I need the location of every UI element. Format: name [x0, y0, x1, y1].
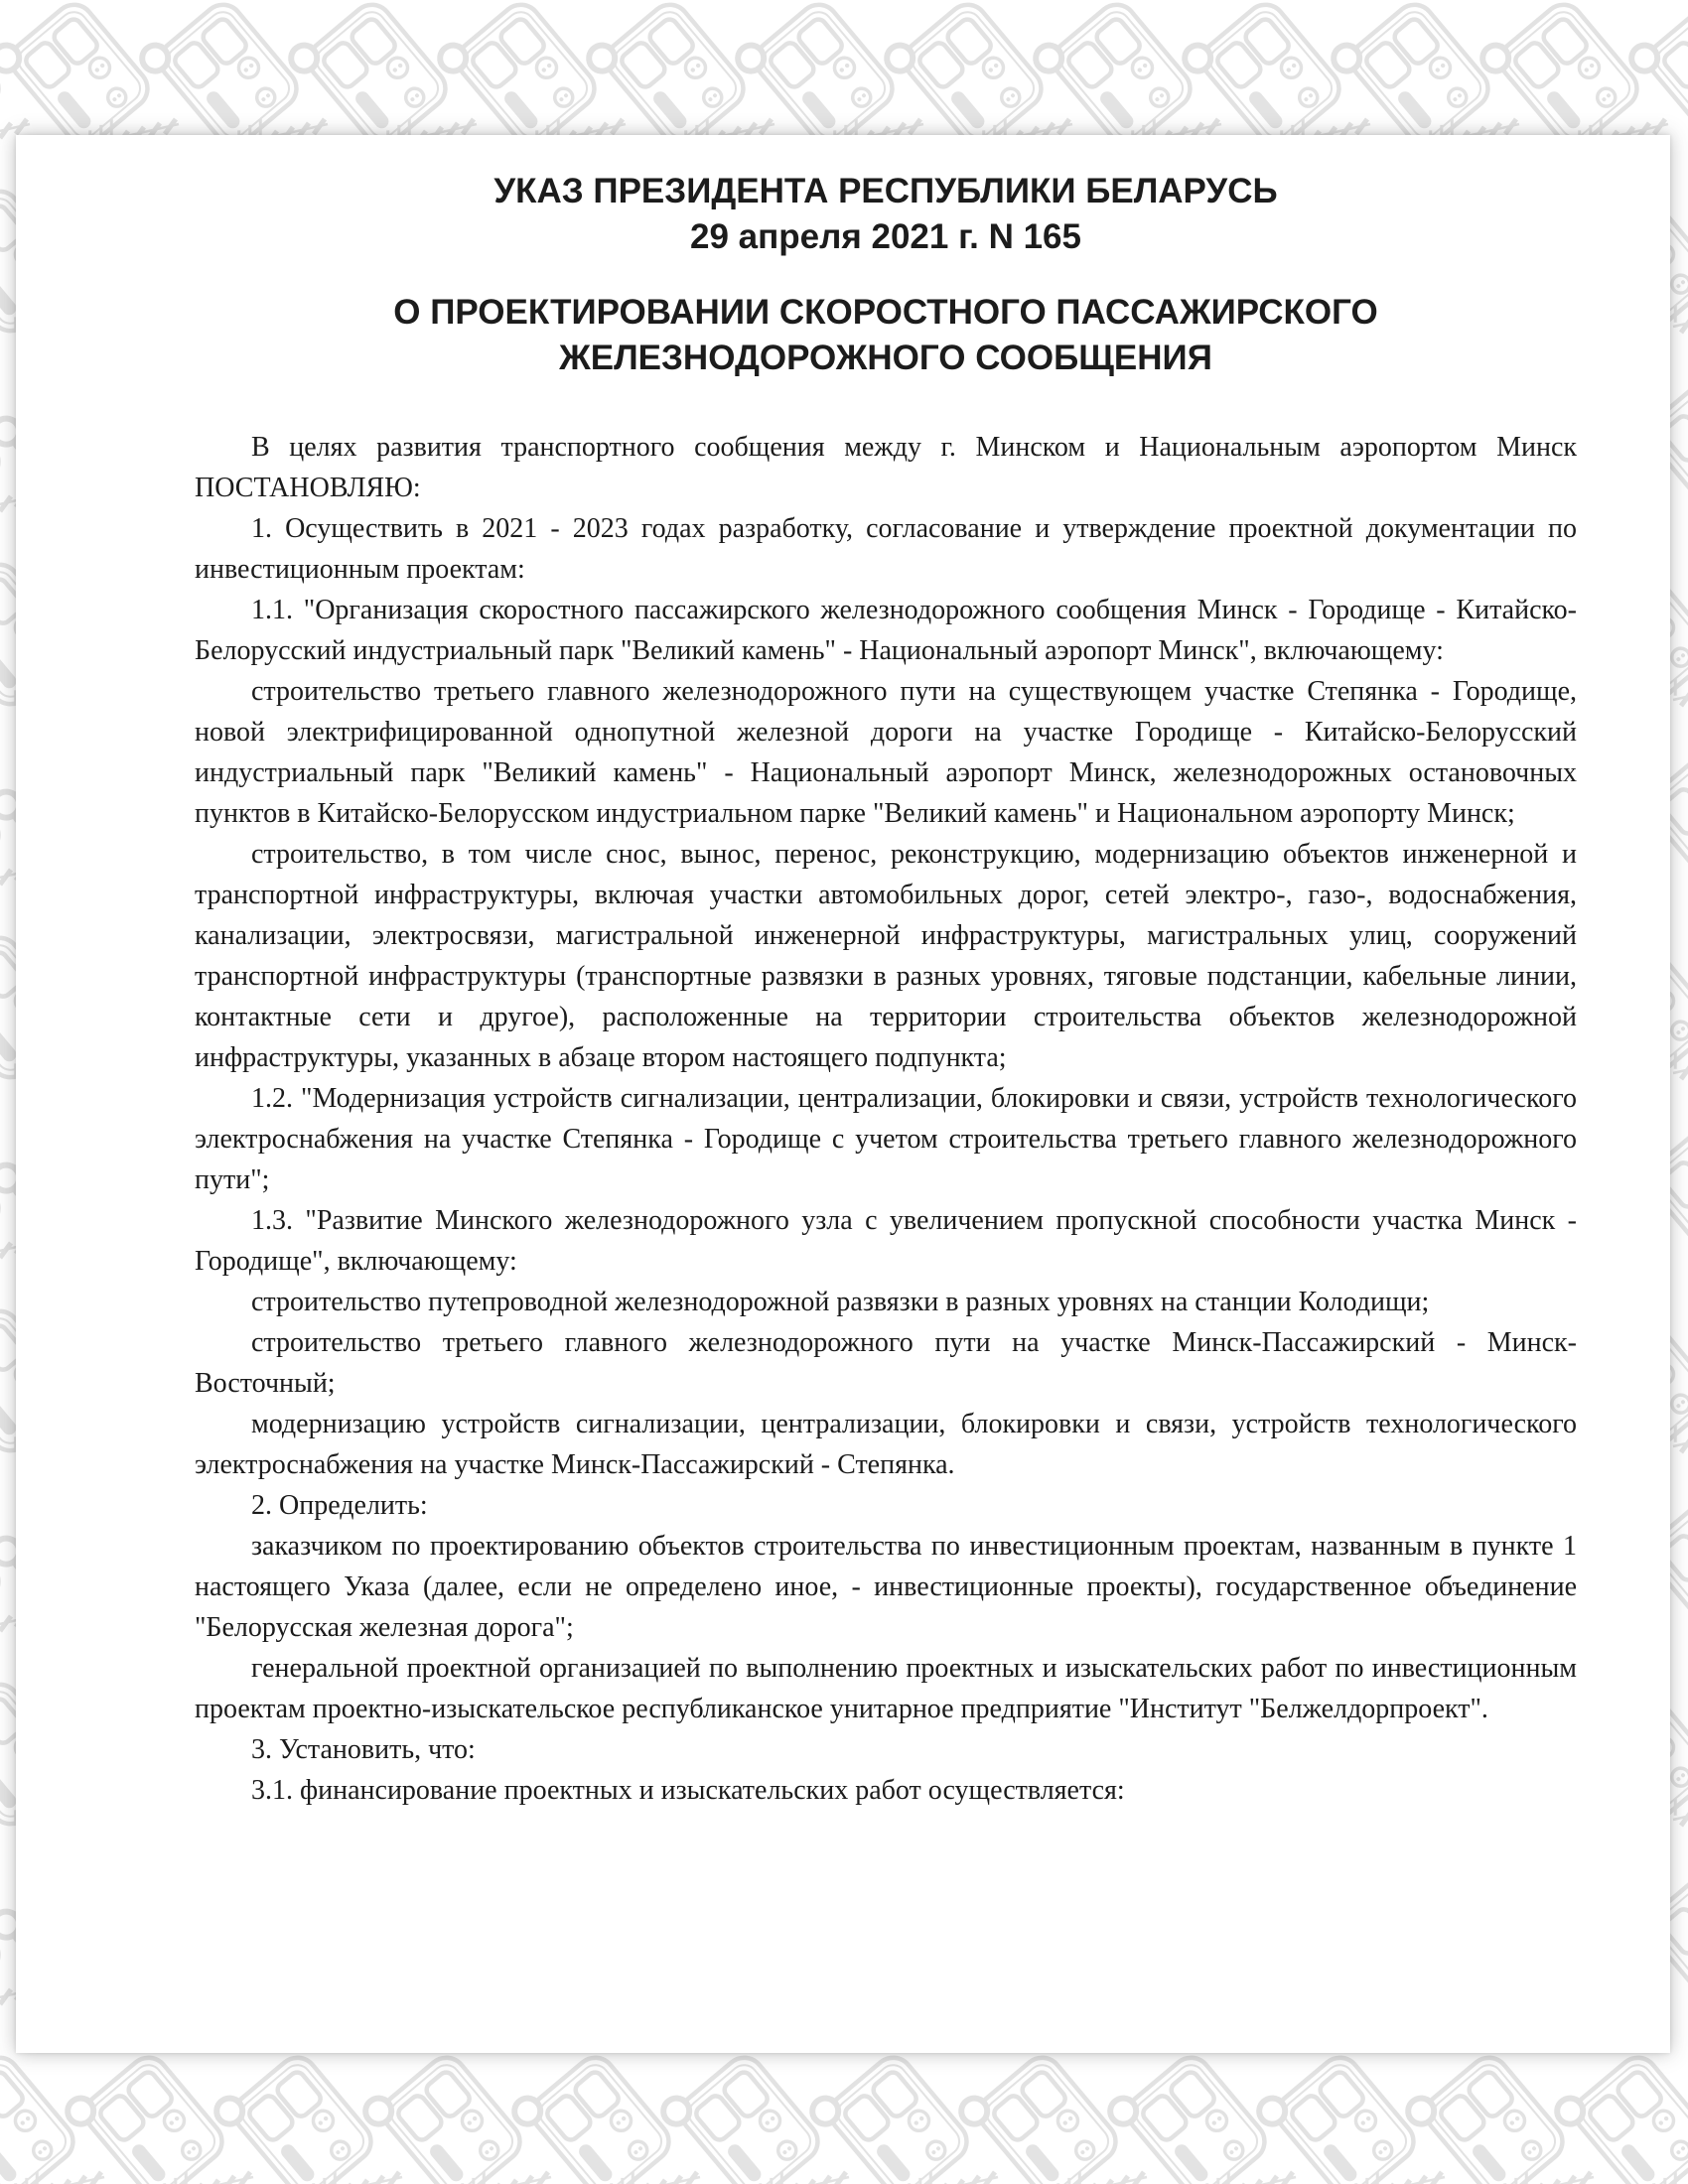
paragraph: 1. Осуществить в 2021 - 2023 годах разработку, согласование и утверждение проектной документации по инвестиционным проектам:	[195, 513, 1577, 585]
paragraph: строительство третьего главного железнодорожного пути на участке Минск-Пассажирский - Минск-Восточный;	[195, 1327, 1577, 1399]
paragraph: 1.3. "Развитие Минского железнодорожного узла с увеличением пропускной способности участка Минск - Городище", включающему:	[195, 1205, 1577, 1277]
document-header	[195, 169, 1577, 381]
paragraph: генеральной проектной организацией по выполнению проектных и изыскательских работ по инвестиционным проектам проектно-изыскательское республиканское унитарное предприятие "Институт "Белжелдорпроект".	[195, 1653, 1577, 1724]
document-body	[195, 427, 1577, 1811]
paragraph: В целях развития транспортного сообщения между г. Минском и Национальным аэропортом Минск ПОСТАНОВЛЯЮ:	[195, 432, 1577, 503]
paragraph: 1.2. "Модернизация устройств сигнализации, централизации, блокировки и связи, устройств технологического электроснабжения на участке Степянка - Городище с учетом строительства третьего главного железнодорожного пути";	[195, 1083, 1577, 1195]
document-content	[195, 135, 1577, 1811]
paragraph: строительство третьего главного железнодорожного пути на существующем участке Степянка - Городище, новой электрифицированной однопутной железной дороги на участке Городище - Китайско-Белорусский индустриальный парк "Великий камень" - Национальный аэропорт Минск, железнодорожных остановочных пунктов в Китайско-Белорусском индустриальном парке "Великий камень" и Национальном аэропорту Минск;	[195, 676, 1577, 829]
paragraph: заказчиком по проектированию объектов строительства по инвестиционным проектам, названным в пункте 1 настоящего Указа (далее, если не определено иное, - инвестиционные проекты), государственное объединение "Белорусская железная дорога";	[195, 1531, 1577, 1643]
paragraph: 2. Определить:	[251, 1490, 428, 1521]
paragraph: строительство путепроводной железнодорожной развязки в разных уровнях на станции Колодищи;	[251, 1287, 1430, 1317]
document-date-number: 29 апреля 2021 г. N 165	[690, 217, 1081, 256]
document-title: УКАЗ ПРЕЗИДЕНТА РЕСПУБЛИКИ БЕЛАРУСЬ	[493, 172, 1278, 210]
paragraph: строительство, в том числе снос, вынос, перенос, реконструкцию, модернизацию объектов инженерной и транспортной инфраструктуры, включая участки автомобильных дорог, сетей электро-, газо-, водоснабжения, канализации, электросвязи, магистральной инженерной инфраструктуры, магистральных улиц, сооружений транспортной инфраструктуры (транспортные развязки в разных уровнях, тяговые подстанции, кабельные линии, контактные сети и другое), расположенные на территории строительства объектов железнодорожной инфраструктуры, указанных в абзаце втором настоящего подпункта;	[195, 839, 1577, 1073]
paragraph: 3.1. финансирование проектных и изыскательских работ осуществляется:	[251, 1775, 1125, 1806]
paragraph: модернизацию устройств сигнализации, централизации, блокировки и связи, устройств технологического электроснабжения на участке Минск-Пассажирский - Степянка.	[195, 1409, 1577, 1480]
document-subject-heading: О ПРОЕКТИРОВАНИИ СКОРОСТНОГО ПАССАЖИРСКОГО ЖЕЛЕЗНОДОРОЖНОГО СООБЩЕНИЯ	[393, 293, 1378, 377]
paragraph: 3. Установить, что:	[251, 1734, 476, 1765]
paragraph: 1.1. "Организация скоростного пассажирского железнодорожного сообщения Минск - Городище - Китайско-Белорусский индустриальный парк "Великий камень" - Национальный аэропорт Минск", включающему:	[195, 595, 1577, 666]
document-page	[16, 135, 1670, 2053]
